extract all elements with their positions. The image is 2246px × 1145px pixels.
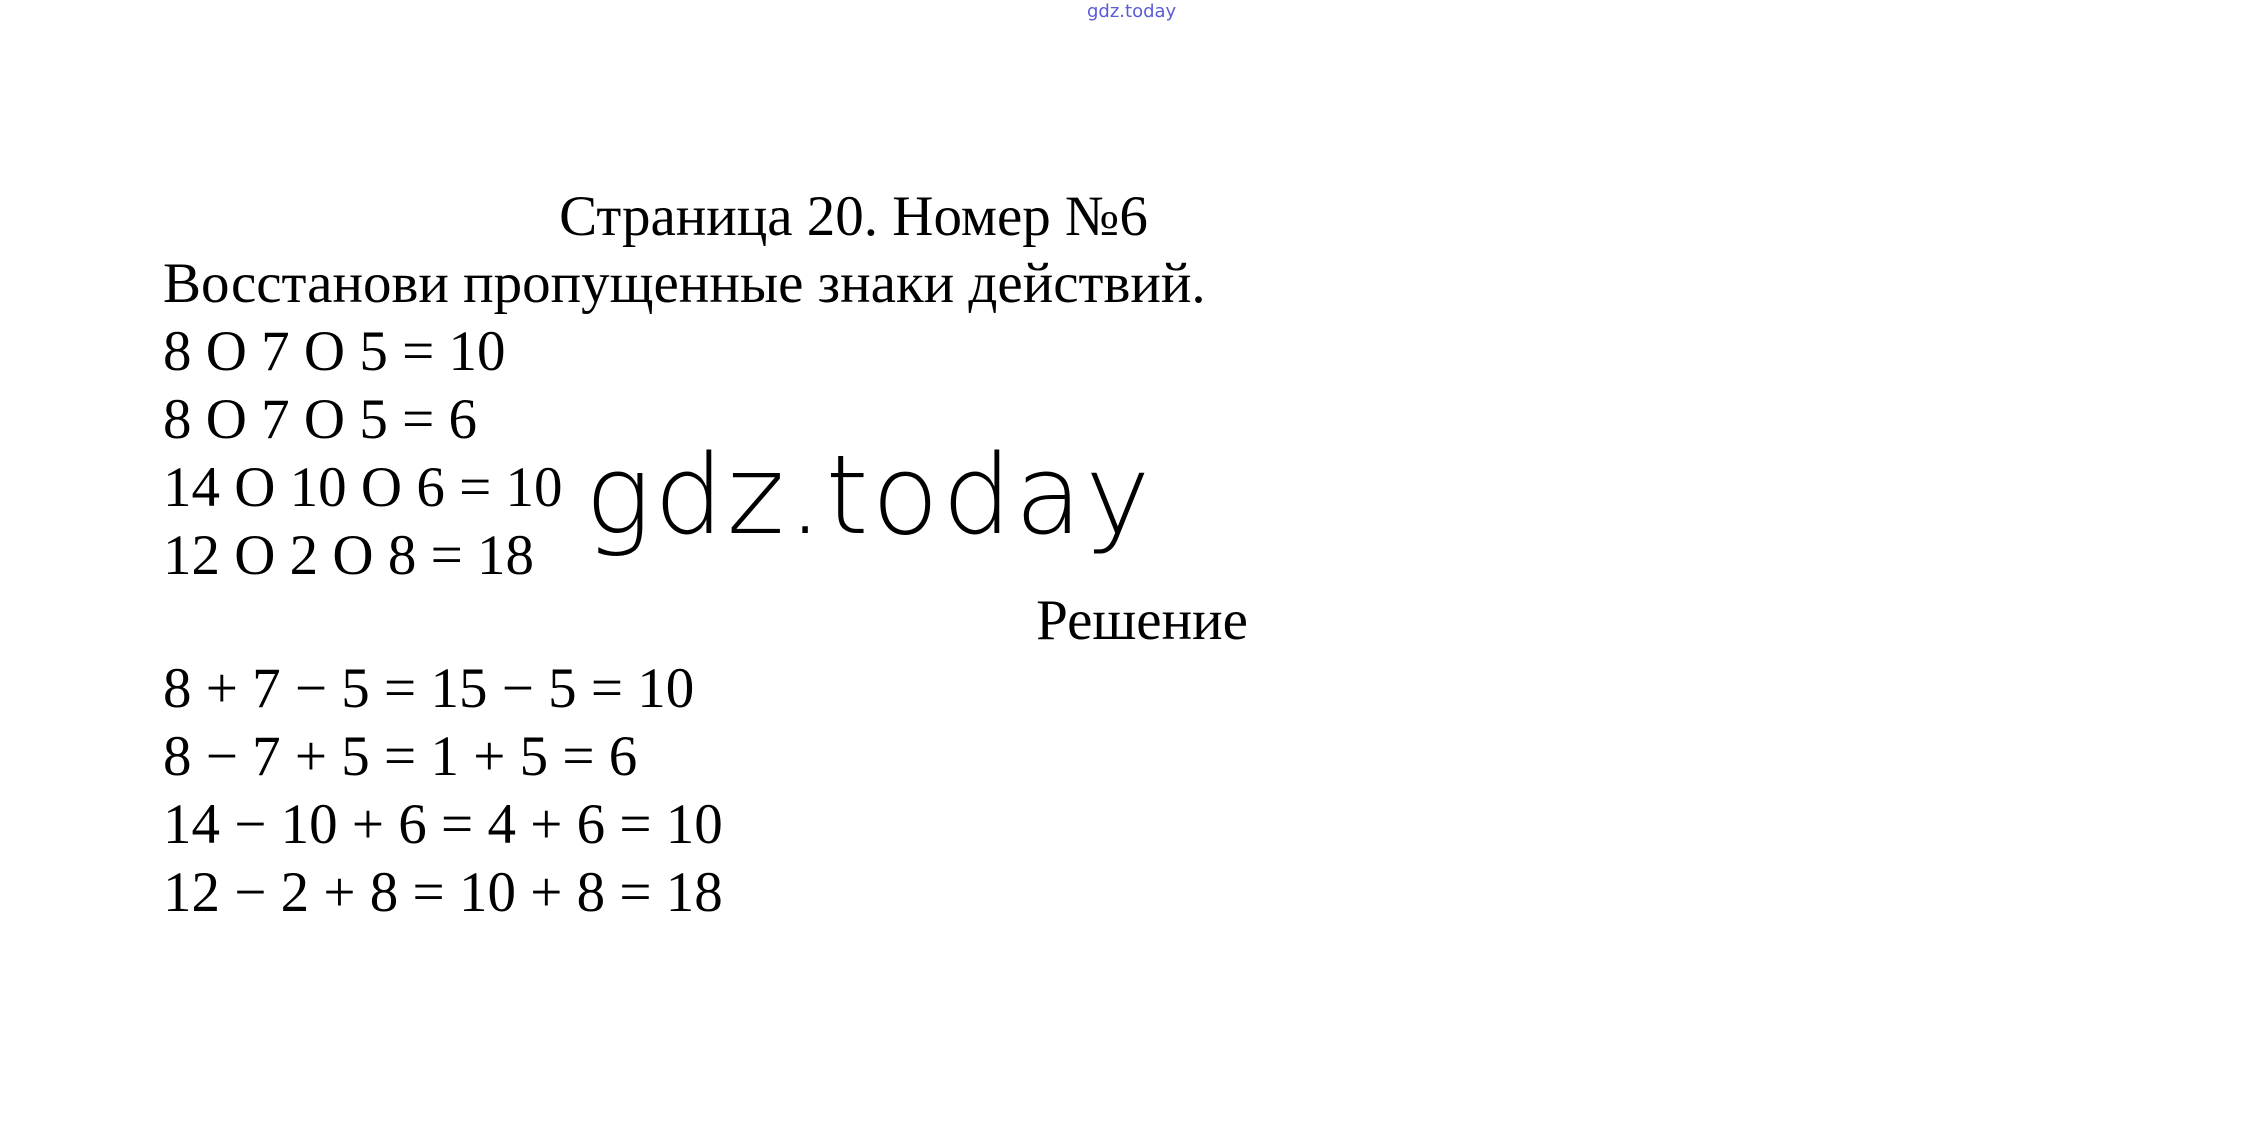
site-link[interactable]: gdz.today (1087, 1, 1177, 22)
watermark-logo: gdz.today (585, 431, 1154, 559)
solution-line: 8 + 7 − 5 = 15 − 5 = 10 (163, 657, 695, 720)
task-expression: 12 O 2 O 8 = 18 (163, 524, 534, 587)
task-instruction: Восстанови пропущенные знаки действий. (163, 252, 1206, 315)
page-title: Страница 20. Номер №6 (559, 185, 1148, 248)
solution-line: 8 − 7 + 5 = 1 + 5 = 6 (163, 725, 638, 788)
solution-heading: Решение (1036, 589, 1248, 652)
task-expression: 14 O 10 O 6 = 10 (163, 456, 563, 519)
task-expression: 8 O 7 O 5 = 10 (163, 320, 506, 383)
task-expression: 8 O 7 O 5 = 6 (163, 388, 477, 451)
solution-line: 14 − 10 + 6 = 4 + 6 = 10 (163, 793, 723, 856)
solution-line: 12 − 2 + 8 = 10 + 8 = 18 (163, 861, 723, 924)
